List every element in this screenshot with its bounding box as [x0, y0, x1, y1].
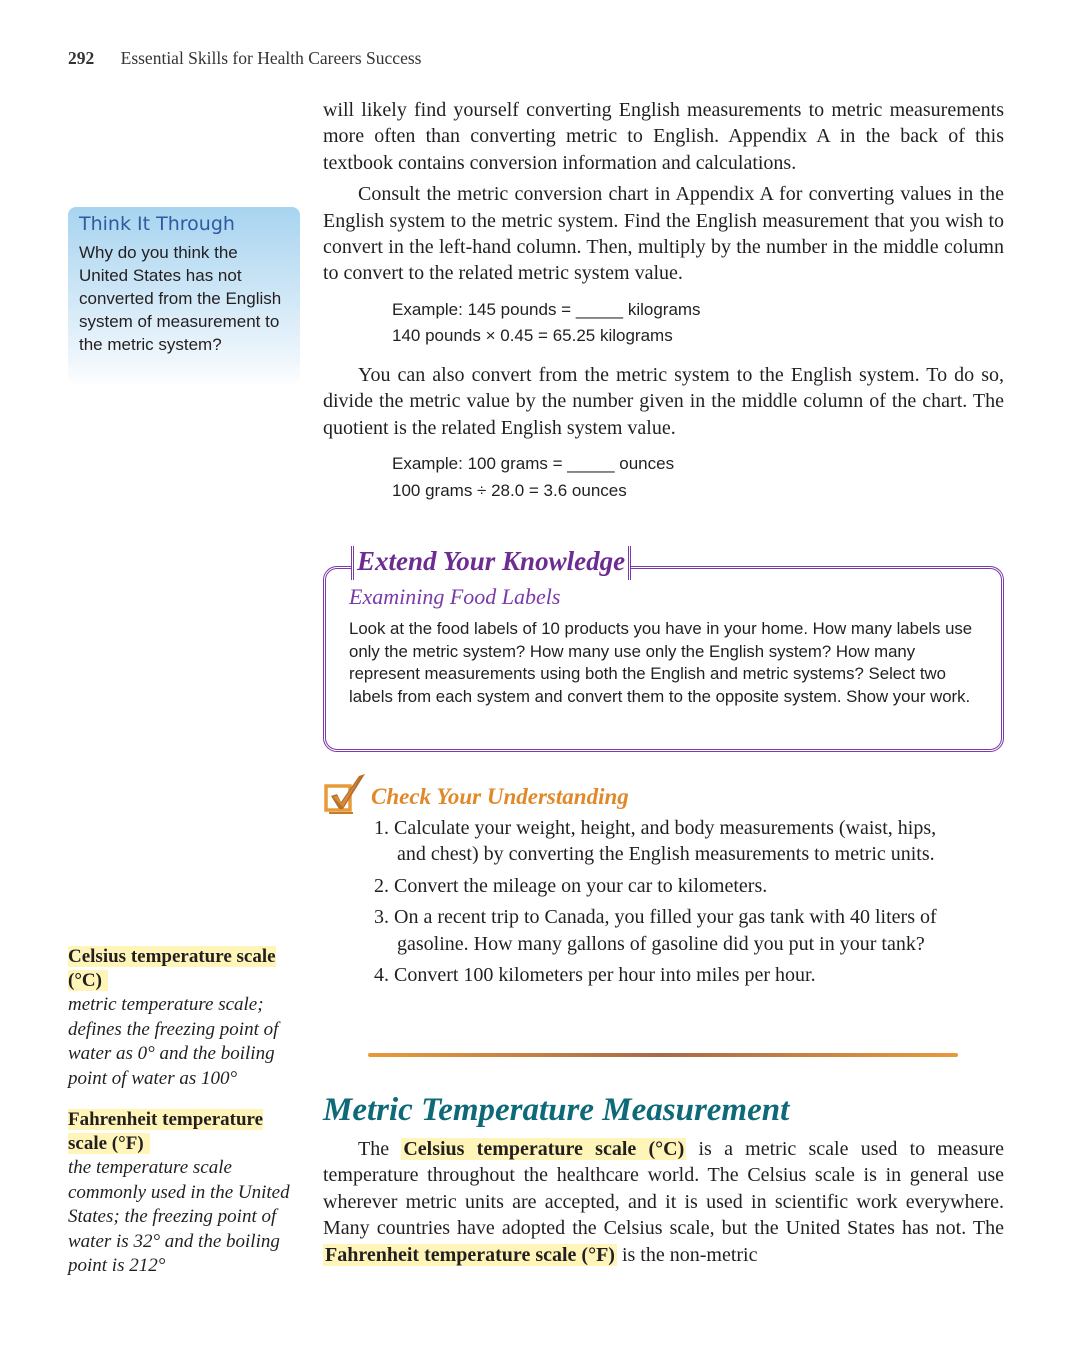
example-grams-line2: 100 grams ÷ 28.0 = 3.6 ounces [392, 480, 627, 500]
section-title: Metric Temperature Measurement [323, 1092, 790, 1128]
example-grams-line1: Example: 100 grams = _____ ounces [392, 454, 675, 474]
list-item: 3. On a recent trip to Canada, you filled your gas tank with 40 liters of gasoline. How many gallons of gasoline did you put in your tank? [374, 906, 937, 955]
check-understanding-header [323, 772, 629, 814]
key-term-celsius: Celsius temperature scale (°C) [403, 1138, 685, 1160]
paragraph-2: Consult the metric conversion chart in Appendix A for converting values in the English system to the metric system. Find the English measurement that you wish to convert in the left-hand column. Then, multiply by the number in the middle column to convert to the related metric system value. [323, 183, 1004, 285]
example-pounds-line1: Example: 145 pounds = _____ kilograms [392, 299, 701, 319]
extend-subtitle: Examining Food Labels [349, 584, 561, 609]
glossary-term: Fahrenheit temperature scale (°F) [68, 1109, 264, 1154]
list-item: 1. Calculate your weight, height, and body measurements (waist, hips, and chest) by converting the English measurements to metric units. [374, 817, 937, 866]
glossary-definition: the temperature scale commonly used in the United States; the freezing point of water is 32° and the boiling point is 212° [68, 1157, 290, 1277]
checkbox-check-icon [323, 772, 365, 814]
book-title: Essential Skills for Health Careers Success [120, 48, 422, 68]
check-understanding-title: Check Your Understanding [371, 784, 629, 809]
think-it-through-box [68, 207, 300, 387]
extend-body: Look at the food labels of 10 products you have in your home. How many labels use only the metric system? How many use only the English system? How many represent measurements using both the English and metric systems? Select two labels from each system and convert them to the opposite system. Show your work. [349, 619, 973, 706]
main-column [323, 97, 1004, 516]
example-pounds [323, 297, 1004, 350]
paragraph-3: You can also convert from the metric system to the English system. To do so, divide the metric value by the number given in the middle column of the chart. The quotient is the related English system value. [323, 363, 1004, 439]
section-body [323, 1136, 1004, 1268]
extend-title-tab [351, 546, 631, 580]
list-item: 4. Convert 100 kilometers per hour into miles per hour. [374, 964, 816, 987]
glossary-entry-fahrenheit [68, 1108, 304, 1279]
list-item: 2. Convert the mileage on your car to kilometers. [374, 874, 768, 897]
glossary-definition: metric temperature scale; defines the freezing point of water as 0° and the boiling point of water as 100° [68, 994, 279, 1089]
example-pounds-line2: 140 pounds × 0.45 = 65.25 kilograms [392, 326, 673, 346]
extend-title: Extend Your Knowledge [357, 546, 626, 576]
paragraph-1: will likely find yourself converting English measurements to metric measurements more often than converting metric to English. Appendix A in the back of this textbook contains conversion information and calculations. [323, 99, 1004, 174]
think-it-through-title: Think It Through [79, 213, 235, 235]
example-grams [323, 451, 1004, 504]
check-understanding-list [374, 815, 964, 993]
glossary-entry-celsius [68, 945, 304, 1091]
glossary-term: Celsius temperature scale (°C) [68, 946, 276, 991]
running-head [68, 48, 421, 69]
check-understanding-rule [368, 1053, 958, 1057]
page-number: 292 [68, 48, 95, 68]
section-paragraph: The Celsius temperature scale (°C) is a metric scale used to measure temperature throughout the healthcare world. The Celsius scale is in general use wherever metric units are accepted, and it is used in scientific work everywhere. Many countries have adopted the Celsius scale, but the United States has not. The Fahrenheit temperature scale (°F) is the non-metric [323, 1138, 1005, 1266]
think-it-through-body: Why do you think the United States has not converted from the English system of measurement to the metric system? [79, 243, 282, 354]
extend-your-knowledge-box [323, 546, 1004, 752]
key-term-fahrenheit: Fahrenheit temperature scale (°F) [325, 1243, 615, 1266]
